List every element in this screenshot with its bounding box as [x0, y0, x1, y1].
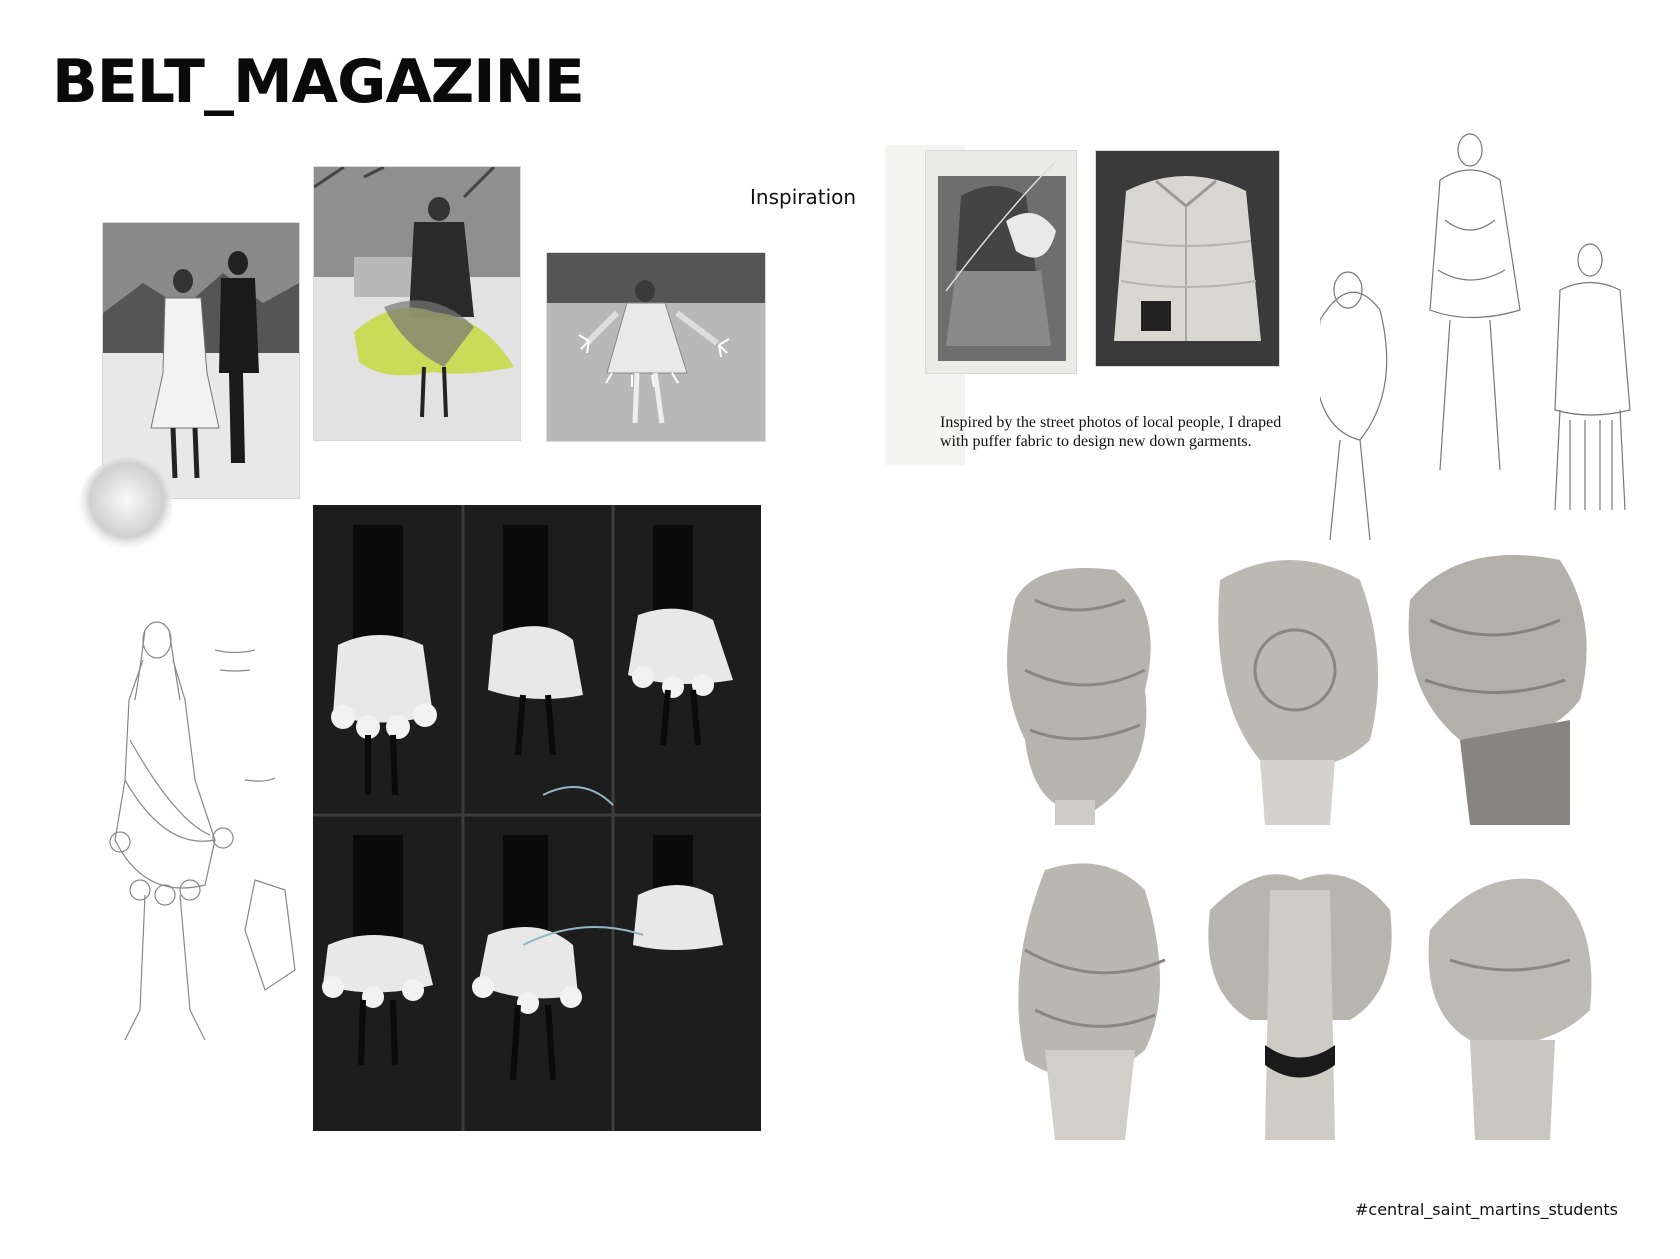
draping-photo-3: [1400, 540, 1600, 830]
street-photo-puffer-jacket: [1095, 150, 1280, 367]
figure-sketch-left: [85, 610, 300, 1050]
skater-green-fabric-photo: [313, 166, 521, 441]
draping-photo-5: [1200, 850, 1400, 1150]
draping-photo-2: [1200, 540, 1390, 830]
footer-hashtag: #central_saint_martins_students: [1355, 1200, 1618, 1219]
street-photo-coat: [925, 150, 1077, 374]
inspiration-label: Inspiration: [750, 185, 857, 209]
draping-photo-1: [995, 540, 1165, 830]
design-sketches-right: [1320, 110, 1640, 570]
skater-lights-photo: [546, 252, 766, 442]
page-title: BELT_MAGAZINE: [52, 47, 584, 117]
fur-pompom-image: [62, 455, 172, 565]
draping-photo-6: [1420, 870, 1600, 1150]
movement-photo-grid: [313, 505, 761, 1131]
draping-photo-4: [1005, 850, 1180, 1150]
inspiration-caption: Inspired by the street photos of local people, I draped with puffer fabric to design new down garments.: [940, 414, 1282, 450]
